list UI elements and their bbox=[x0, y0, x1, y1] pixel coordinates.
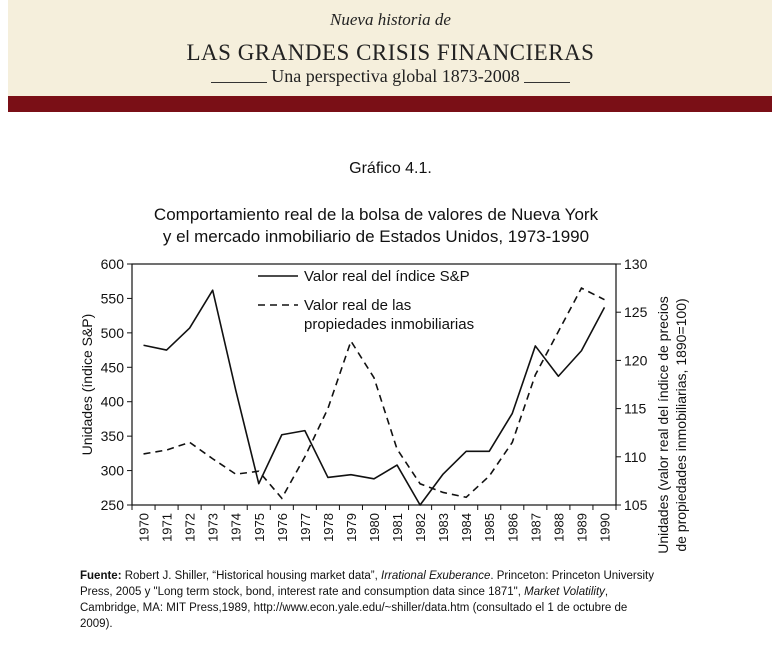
x-tick-label: 1982 bbox=[413, 513, 429, 542]
book-title: LAS GRANDES CRISIS FINANCIERAS bbox=[186, 40, 595, 65]
x-tick-label: 1978 bbox=[320, 513, 336, 542]
y2-tick-label: 125 bbox=[624, 304, 648, 321]
y2-axis-label-line1: Unidades (valor real del índice de precios bbox=[655, 296, 671, 554]
source-book-title-2: Market Volatility bbox=[524, 586, 605, 598]
y-axis-label: Unidades (índice S&P) bbox=[79, 313, 95, 456]
y2-axis-label-line2: de propiedades inmobiliarias, 1890=100) bbox=[673, 298, 689, 552]
x-tick-label: 1985 bbox=[482, 513, 498, 542]
x-tick-label: 1973 bbox=[205, 513, 221, 542]
x-tick-label: 1990 bbox=[597, 513, 613, 542]
x-tick-label: 1979 bbox=[343, 513, 359, 542]
legend-label-sp-index: Valor real del índice S&P bbox=[304, 268, 470, 285]
y-tick-label: 250 bbox=[100, 497, 124, 513]
x-tick-label: 1988 bbox=[551, 513, 567, 542]
x-tick-label: 1986 bbox=[505, 513, 521, 542]
y-tick-label: 550 bbox=[100, 290, 124, 307]
x-tick-label: 1987 bbox=[528, 513, 544, 542]
x-tick-label: 1980 bbox=[367, 513, 382, 542]
book-subtitle: Una perspectiva global 1873-2008 bbox=[271, 66, 520, 86]
legend-label-real-estate-line1: Valor real de las bbox=[304, 297, 412, 314]
x-tick-label: 1975 bbox=[251, 513, 267, 542]
x-tick-label: 1972 bbox=[182, 513, 198, 542]
y-tick-label: 350 bbox=[100, 428, 124, 445]
source-text-3: , Cambridge, MA: MIT Press,1989, http://www.econ.yale.edu/~shiller/data.htm (consultado el 1 de octubre de 2009). bbox=[80, 586, 628, 630]
y-tick-label: 450 bbox=[100, 359, 124, 376]
x-tick-label: 1970 bbox=[136, 513, 152, 542]
y2-tick-label: 105 bbox=[624, 497, 648, 513]
x-tick-label: 1981 bbox=[390, 513, 406, 542]
chart-title-line2: y el mercado inmobiliario de Estados Unidos, 1973-1990 bbox=[162, 227, 590, 246]
y-tick-label: 500 bbox=[100, 324, 124, 341]
x-tick-label: 1976 bbox=[274, 513, 290, 542]
y2-tick-label: 110 bbox=[624, 448, 647, 465]
x-tick-label: 1971 bbox=[159, 513, 175, 542]
figure-label: Gráfico 4.1. bbox=[349, 160, 432, 177]
source-text-2: . Princeton: Princeton University Press, 2005 y "Long term stock, bond, interest rate and consumption data since 1871", bbox=[80, 570, 654, 598]
source-text-1: Robert J. Shiller, “Historical housing market data”, bbox=[121, 570, 382, 582]
x-tick-label: 1974 bbox=[228, 513, 244, 542]
y2-tick-label: 130 bbox=[624, 256, 648, 272]
book-prefix: Nueva historia de bbox=[330, 10, 451, 29]
chart-title-line1: Comportamiento real de la bolsa de valores de Nueva York bbox=[153, 205, 599, 224]
y-tick-label: 300 bbox=[100, 462, 124, 479]
y-tick-label: 600 bbox=[100, 256, 124, 272]
source-label: Fuente: bbox=[80, 570, 122, 582]
x-tick-label: 1984 bbox=[459, 513, 475, 542]
x-tick-label: 1983 bbox=[436, 513, 452, 542]
source-note bbox=[80, 568, 660, 632]
source-book-title-1: Irrational Exuberance bbox=[381, 570, 491, 582]
y2-tick-label: 115 bbox=[624, 400, 647, 417]
x-tick-label: 1989 bbox=[574, 513, 590, 542]
y2-tick-label: 120 bbox=[624, 352, 648, 369]
legend-label-real-estate-line2: propiedades inmobiliarias bbox=[304, 316, 475, 333]
x-tick-label: 1977 bbox=[297, 513, 313, 542]
y-tick-label: 400 bbox=[100, 393, 124, 410]
